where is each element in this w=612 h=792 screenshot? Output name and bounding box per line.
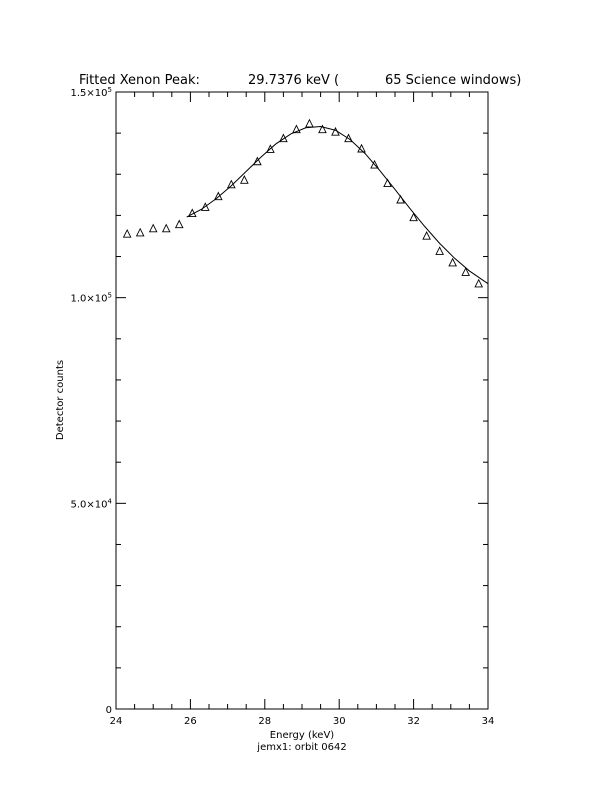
data-point-triangle (150, 225, 157, 232)
y-tick-label: $1.0\times 10^5$ (70, 291, 112, 305)
axis-tick-labels (71, 86, 495, 727)
data-point-triangle (176, 220, 183, 227)
data-point-triangle (124, 230, 131, 237)
chart-subtitle: jemx1: orbit 0642 (257, 742, 347, 753)
data-point-triangle (163, 225, 170, 232)
data-point-triangle (137, 229, 144, 236)
plot-frame (116, 92, 488, 709)
data-point-triangle (306, 120, 313, 127)
y-tick-label: 0 (105, 705, 112, 716)
data-point-triangle (449, 259, 456, 266)
fit-curve (187, 127, 488, 284)
chart-title-windows: 65 Science windows) (385, 73, 522, 88)
data-point-triangle (436, 247, 443, 254)
y-axis-label: Detector counts (55, 359, 66, 441)
data-point-triangle (475, 280, 482, 287)
data-point-triangle (423, 232, 430, 239)
x-tick-label: 30 (332, 716, 346, 727)
chart-title-energy: 29.7376 keV ( (248, 73, 340, 88)
x-axis-label: Energy (keV) (269, 730, 335, 741)
y-tick-label: $1.5\times 10^5$ (70, 86, 112, 99)
x-tick-label: 32 (407, 716, 420, 727)
chart-title-prefix: Fitted Xenon Peak: (79, 73, 200, 88)
x-tick-label: 34 (481, 716, 495, 727)
data-point-triangle (241, 176, 248, 183)
x-tick-label: 28 (258, 716, 272, 727)
data-point-triangle (410, 213, 417, 220)
x-tick-label: 24 (109, 716, 123, 727)
data-point-triangle (228, 181, 235, 188)
data-markers (124, 120, 483, 287)
y-tick-label: $5.0\times 10^4$ (70, 497, 112, 511)
x-tick-label: 26 (184, 716, 197, 727)
axis-ticks (116, 92, 488, 709)
